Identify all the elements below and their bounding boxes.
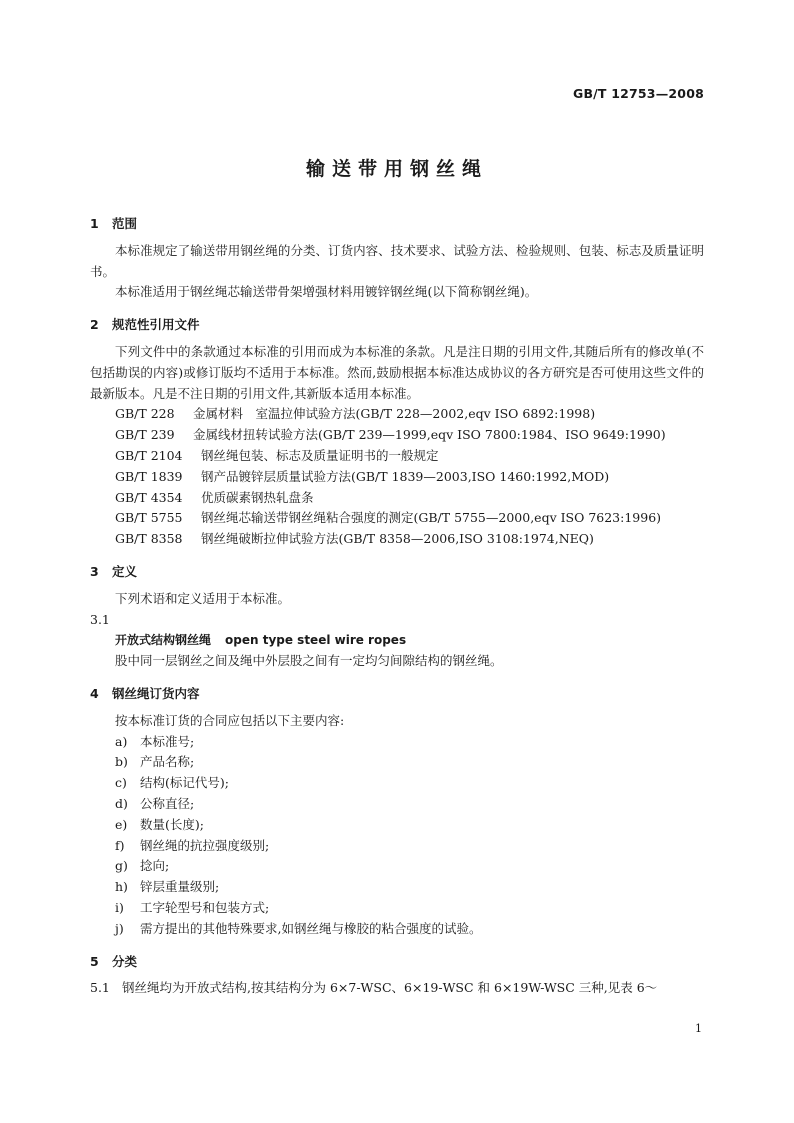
list-label: h) bbox=[115, 879, 128, 895]
section-heading bbox=[90, 214, 704, 235]
page-number: 1 bbox=[695, 1022, 702, 1035]
list-item bbox=[90, 856, 704, 877]
term-chinese: 开放式结构钢丝绳 bbox=[115, 633, 212, 648]
term-entry bbox=[90, 630, 704, 651]
reference-item bbox=[90, 404, 704, 425]
list-label: a) bbox=[115, 733, 128, 749]
list-item bbox=[90, 919, 704, 940]
document-title: 输送带用钢丝绳 bbox=[305, 158, 488, 180]
paragraph: 按本标准订货的合同应包括以下主要内容: bbox=[115, 712, 345, 728]
reference-item bbox=[90, 529, 704, 550]
list-item bbox=[90, 815, 704, 836]
subclause-number: 3.1 bbox=[90, 611, 110, 627]
document-body bbox=[90, 214, 704, 999]
list-item bbox=[90, 752, 704, 773]
list-text: 产品名称; bbox=[140, 754, 195, 770]
section-number: 4 bbox=[90, 685, 99, 701]
reference-item bbox=[90, 446, 704, 467]
reference-item bbox=[90, 467, 704, 488]
reference-item bbox=[90, 425, 704, 446]
section-heading bbox=[90, 562, 704, 583]
list-item bbox=[90, 773, 704, 794]
list-text: 捻向; bbox=[140, 858, 170, 874]
section-number: 1 bbox=[90, 216, 99, 231]
reference-title: 金属材料 室温拉伸试验方法(GB/T 228—2002,eqv ISO 6892:1998) bbox=[193, 406, 596, 422]
clause-number: 5.1 bbox=[90, 980, 110, 996]
section-title: 范围 bbox=[112, 216, 138, 231]
reference-title: 钢丝绳破断拉伸试验方法(GB/T 8358—2006,ISO 3108:1974,NEQ) bbox=[201, 531, 594, 547]
reference-code: GB/T 2104 bbox=[115, 447, 183, 463]
list-label: c) bbox=[115, 775, 127, 791]
list-item bbox=[90, 732, 704, 753]
list-text: 钢丝绳的抗拉强度级别; bbox=[140, 837, 270, 853]
reference-code: GB/T 4354 bbox=[115, 489, 183, 505]
paragraph: 本标准适用于钢丝绳芯输送带骨架增强材料用镀锌钢丝绳(以下简称钢丝绳)。 bbox=[115, 284, 538, 300]
paragraph: 下列文件中的条款通过本标准的引用而成为本标准的条款。凡是注日期的引用文件,其随后所有的修改单(不包括勘误的内容)或修订版均不适用于本标准。然而,鼓励根据本标准达成协议的各方研究是否可使用这些文件的最新版本。凡是不注日期的引用文件,其新版本适用本标准。 bbox=[90, 343, 704, 401]
list-label: i) bbox=[115, 899, 124, 915]
reference-item bbox=[90, 508, 704, 529]
reference-title: 金属线材扭转试验方法(GB/T 239—1999,eqv ISO 7800:1984、ISO 9649:1990) bbox=[193, 427, 666, 443]
list-label: b) bbox=[115, 754, 128, 770]
reference-code: GB/T 239 bbox=[115, 427, 175, 443]
list-text: 公称直径; bbox=[140, 795, 195, 811]
list-label: g) bbox=[115, 858, 128, 874]
clause-text: 钢丝绳均为开放式结构,按其结构分为 6×7-WSC、6×19-WSC 和 6×19W-WSC 三种,见表 6～ bbox=[122, 980, 658, 996]
section-title: 分类 bbox=[112, 953, 138, 969]
section-title: 规范性引用文件 bbox=[112, 317, 200, 333]
list-label: j) bbox=[115, 920, 124, 936]
paragraph: 下列术语和定义适用于本标准。 bbox=[115, 590, 291, 606]
term-english: open type steel wire ropes bbox=[225, 633, 407, 648]
section-heading bbox=[90, 315, 704, 336]
list-item bbox=[90, 898, 704, 919]
clause bbox=[90, 978, 704, 999]
section-number: 3 bbox=[90, 563, 99, 579]
term-definition: 股中同一层钢丝之间及绳中外层股之间有一定均匀间隙结构的钢丝绳。 bbox=[115, 653, 503, 669]
reference-code: GB/T 5755 bbox=[115, 510, 183, 526]
section-heading bbox=[90, 684, 704, 705]
list-label: e) bbox=[115, 816, 128, 832]
paragraph: 本标准规定了输送带用钢丝绳的分类、订货内容、技术要求、试验方法、检验规则、包装、标志及质量证明书。 bbox=[90, 242, 704, 279]
list-text: 工字轮型号和包装方式; bbox=[140, 899, 270, 915]
list-text: 结构(标记代号); bbox=[140, 775, 229, 791]
section-number: 5 bbox=[90, 953, 99, 969]
list-text: 数量(长度); bbox=[140, 816, 204, 832]
section-number: 2 bbox=[90, 317, 99, 333]
list-item bbox=[90, 794, 704, 815]
reference-code: GB/T 8358 bbox=[115, 531, 183, 547]
reference-code: GB/T 228 bbox=[115, 406, 175, 422]
reference-title: 优质碳素钢热轧盘条 bbox=[201, 489, 314, 505]
list-item bbox=[90, 836, 704, 857]
list-text: 锌层重量级别; bbox=[140, 879, 220, 895]
list-text: 需方提出的其他特殊要求,如钢丝绳与橡胶的粘合强度的试验。 bbox=[140, 920, 482, 936]
section-heading bbox=[90, 952, 704, 973]
list-item bbox=[90, 877, 704, 898]
reference-item bbox=[90, 488, 704, 509]
list-label: f) bbox=[115, 837, 125, 853]
standard-code: GB/T 12753—2008 bbox=[572, 86, 704, 101]
reference-title: 钢产品镀锌层质量试验方法(GB/T 1839—2003,ISO 1460:1992,MOD) bbox=[201, 468, 610, 484]
reference-code: GB/T 1839 bbox=[115, 468, 183, 484]
reference-title: 钢丝绳包装、标志及质量证明书的一般规定 bbox=[201, 447, 439, 463]
section-title: 定义 bbox=[112, 563, 138, 579]
list-text: 本标准号; bbox=[140, 733, 195, 749]
section-title: 钢丝绳订货内容 bbox=[112, 685, 200, 701]
list-label: d) bbox=[115, 795, 128, 811]
reference-title: 钢丝绳芯输送带钢丝绳粘合强度的测定(GB/T 5755—2000,eqv ISO 7623:1996) bbox=[201, 510, 662, 526]
